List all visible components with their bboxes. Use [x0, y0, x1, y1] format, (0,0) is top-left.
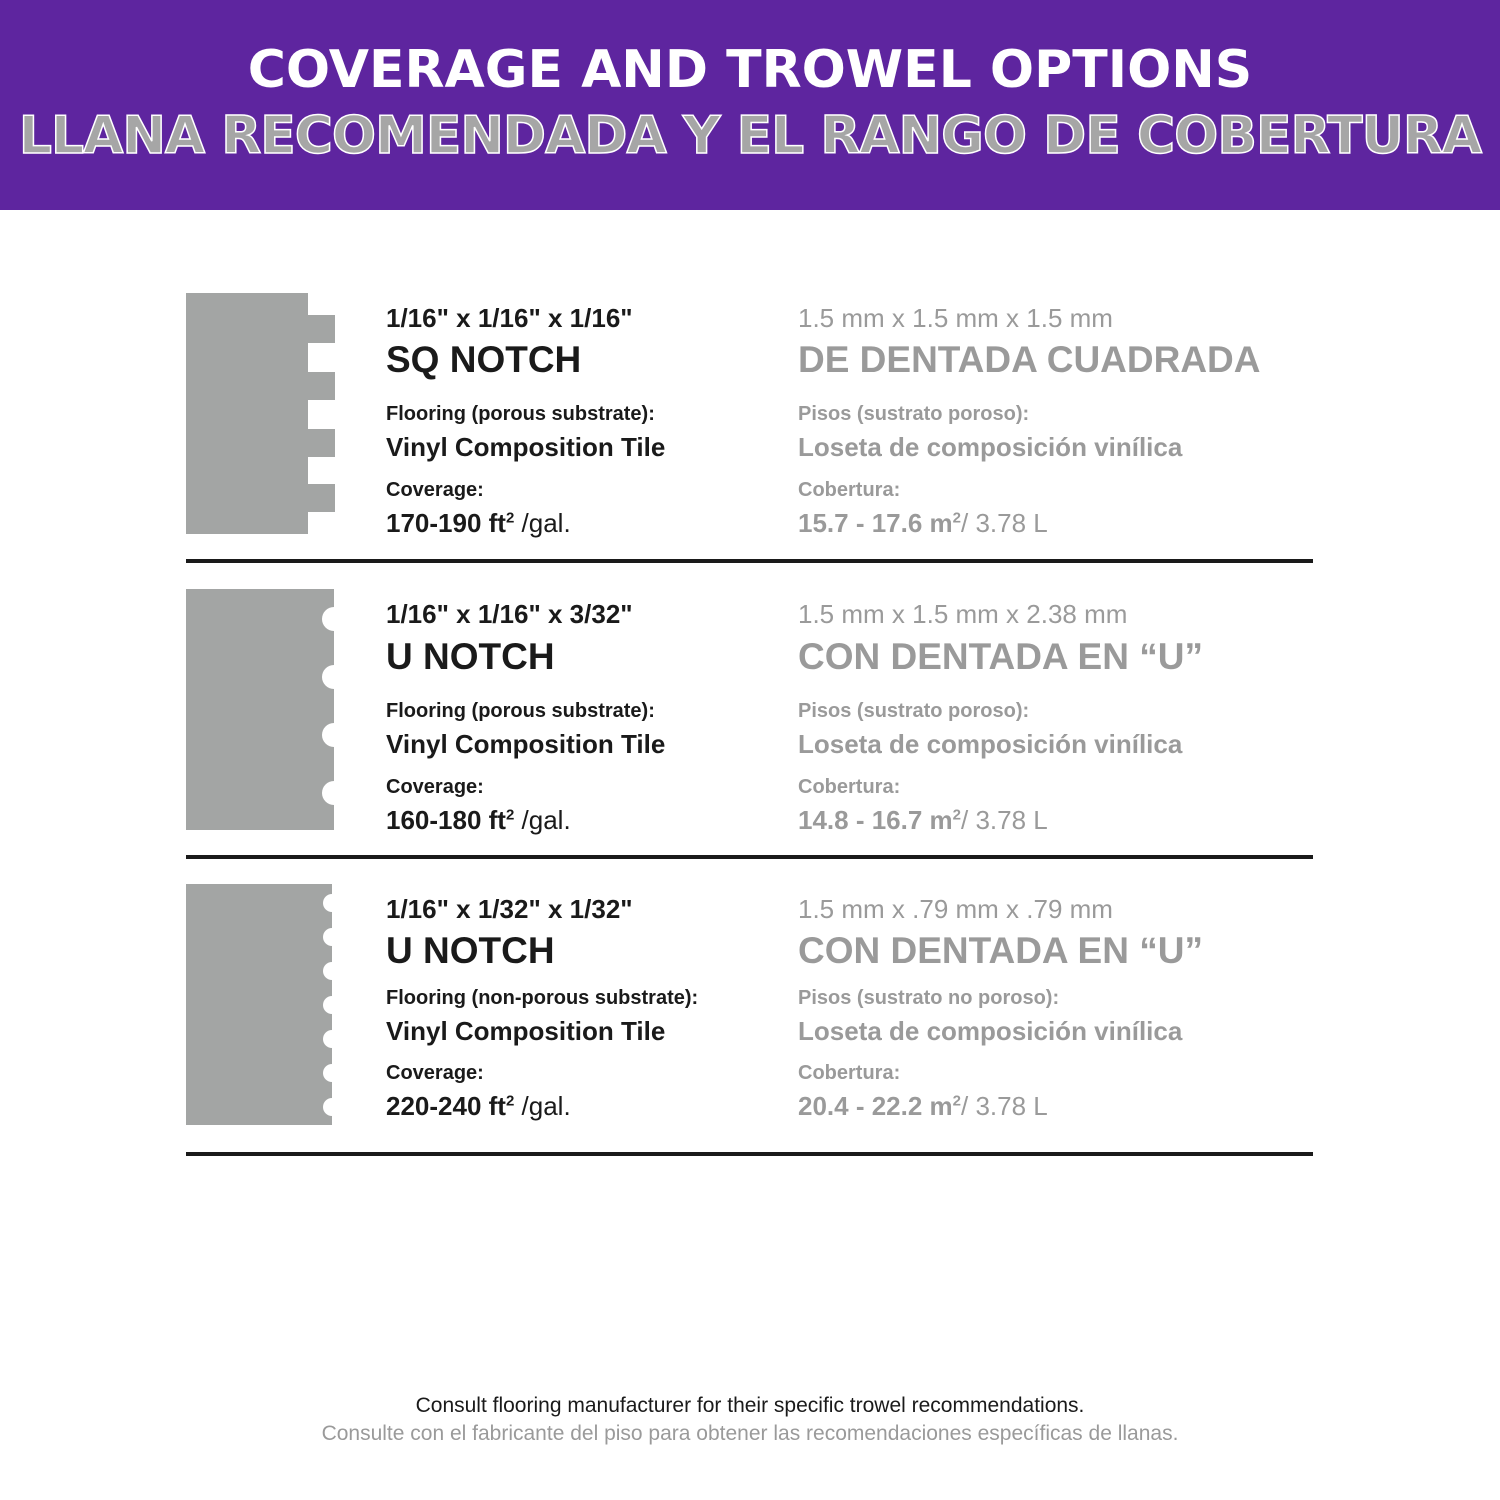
row2-coverage-value-es: 14.8 - 16.7 $m^2/$ 3.78 L	[798, 805, 1048, 835]
row3-material-es: Loseta de composición vinílica	[798, 1016, 1183, 1046]
row3-coverage-value-es: 20.4 - 22.2 $m^2/$ 3.78 L	[798, 1091, 1048, 1121]
row2-coverage-value: 160-180 $ft^2$ /gal.	[386, 805, 571, 835]
row1-material: Vinyl Composition Tile	[386, 432, 666, 462]
row3-flooring-label: Flooring (non-porous substrate):	[386, 987, 699, 1009]
row2-dims-metric: 1.5 mm x 1.5 mm x 2.38 mm	[798, 599, 1128, 629]
row3-coverage-label-es: Cobertura:	[798, 1062, 901, 1084]
row1-coverage-value-es: 15.7 - 17.6 $m^2/$ 3.78 L	[798, 508, 1048, 538]
square-notch-trowel-icon	[186, 293, 346, 535]
row1-dims-imperial: 1/16" x 1/16" x 1/16"	[386, 303, 633, 333]
row2-material: Vinyl Composition Tile	[386, 729, 666, 759]
row1-notch-type: SQ NOTCH	[386, 339, 582, 380]
small-u-notch-trowel-icon	[186, 884, 346, 1126]
row2-flooring-label: Flooring (porous substrate):	[386, 700, 655, 722]
footer-note-english: Consult flooring manufacturer for their specific trowel recommendations.	[415, 1394, 1085, 1417]
u-notch-trowel-icon	[186, 589, 346, 831]
title-spanish: LLANA RECOMENDADA Y EL RANGO DE COBERTURA	[18, 106, 1482, 166]
row-divider-1	[186, 559, 1313, 563]
header-banner	[0, 0, 1500, 210]
row-divider-3	[186, 1152, 1313, 1156]
row3-dims-imperial: 1/16" x 1/32" x 1/32"	[386, 894, 633, 924]
title-english: COVERAGE AND TROWEL OPTIONS	[247, 40, 1253, 100]
row2-coverage-label-es: Cobertura:	[798, 776, 901, 798]
row2-dims-imperial: 1/16" x 1/16" x 3/32"	[386, 599, 633, 629]
row1-coverage-value: 170-190 $ft^2$ /gal.	[386, 508, 571, 538]
row1-flooring-label: Flooring (porous substrate):	[386, 403, 655, 425]
row1-dims-metric: 1.5 mm x 1.5 mm x 1.5 mm	[798, 303, 1113, 333]
row3-coverage-value: 220-240 $ft^2$ /gal.	[386, 1091, 571, 1121]
row2-flooring-label-es: Pisos (sustrato poroso):	[798, 700, 1030, 722]
row1-flooring-label-es: Pisos (sustrato poroso):	[798, 403, 1030, 425]
row1-coverage-label-es: Cobertura:	[798, 479, 901, 501]
row2-notch-type: U NOTCH	[386, 636, 555, 677]
row3-notch-type-es: CON DENTADA EN “U”	[798, 930, 1203, 971]
row1-material-es: Loseta de composición vinílica	[798, 432, 1183, 462]
row3-coverage-label: Coverage:	[386, 1062, 484, 1084]
row3-dims-metric: 1.5 mm x .79 mm x .79 mm	[798, 894, 1113, 924]
footer-note-spanish: Consulte con el fabricante del piso para obtener las recomendaciones específicas de llanas.	[321, 1422, 1179, 1445]
row2-material-es: Loseta de composición vinílica	[798, 729, 1183, 759]
row3-material: Vinyl Composition Tile	[386, 1016, 666, 1046]
row2-coverage-label: Coverage:	[386, 776, 484, 798]
row3-flooring-label-es: Pisos (sustrato no poroso):	[798, 987, 1060, 1009]
row1-notch-type-es: DE DENTADA CUADRADA	[798, 339, 1261, 380]
row1-coverage-label: Coverage:	[386, 479, 484, 501]
row2-notch-type-es: CON DENTADA EN “U”	[798, 636, 1203, 677]
row-divider-2	[186, 855, 1313, 859]
row3-notch-type: U NOTCH	[386, 930, 555, 971]
